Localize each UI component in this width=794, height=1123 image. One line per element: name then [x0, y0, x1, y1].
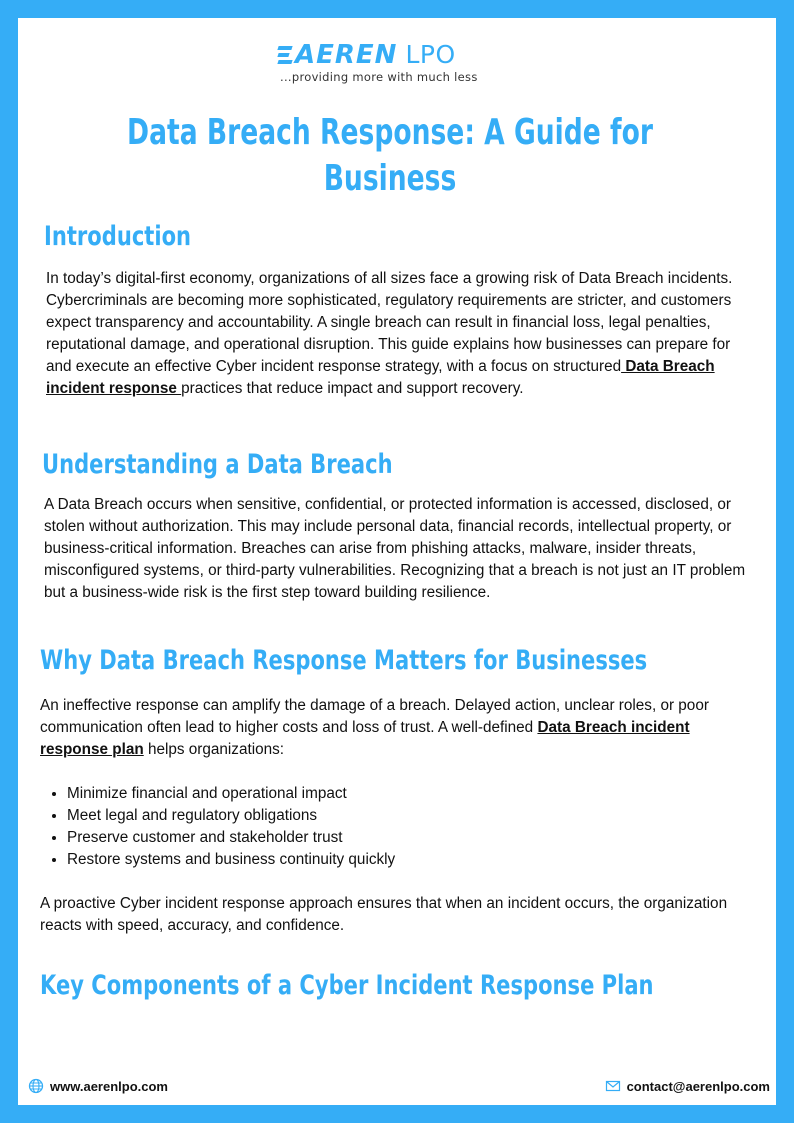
logo-brand: AEREN [295, 40, 398, 70]
paragraph-why [40, 695, 756, 761]
logo-suffix: LPO [405, 40, 456, 69]
benefits-list [40, 783, 747, 871]
website-link[interactable]: www.aerenlpo.com [50, 1078, 168, 1094]
link-data-breach-incident-response[interactable]: Data Breach incident response [46, 358, 715, 397]
logo-stripes-icon [278, 43, 292, 67]
list-item: • Meet legal and regulatory obligations [67, 805, 747, 827]
document-title: Data Breach Response: A Guide for Business [127, 112, 653, 199]
email-link[interactable]: contact@aerenlpo.com [626, 1078, 770, 1094]
list-item: • Minimize financial and operational impact [67, 783, 747, 805]
heading-understanding: Understanding a Data Breach [42, 449, 393, 480]
logo-tagline: ...providing more with much less [280, 70, 478, 84]
paragraph-proactive: A proactive Cyber incident response approach ensures that when an incident occurs, the organization reacts with speed, accuracy, and confidence. [40, 895, 728, 934]
why-text: An ineffective response can amplify the damage of a breach. Delayed action, unclear roles, or poor communication often lead to higher costs and loss of trust. A well-defined [40, 697, 709, 736]
heading-key-components: Key Components of a Cyber Incident Response Plan [40, 970, 654, 1001]
intro-text-end: practices that reduce impact and support recovery. [181, 380, 524, 397]
company-logo [278, 40, 518, 86]
footer-email[interactable] [605, 1078, 770, 1094]
heading-why-response-matters: Why Data Breach Response Matters for Businesses [40, 645, 648, 676]
list-item: • Restore systems and business continuity quickly [67, 849, 747, 871]
why-text-end: helps organizations: [143, 741, 285, 758]
heading-introduction: Introduction [44, 221, 192, 252]
list-item: • Preserve customer and stakeholder trust [67, 827, 747, 849]
envelope-icon [605, 1078, 621, 1094]
paragraph-introduction [46, 268, 758, 400]
link-incident-response-plan[interactable]: Data Breach incident response plan [40, 719, 690, 758]
intro-text: In today’s digital-first economy, organizations of all sizes face a growing risk of Data Breach incidents. Cybercriminals are becoming more sophisticated, regulatory requirements are stricter, and customers expect transparency and accountability. A single breach can result in financial loss, legal penalties, reputational damage, and operational disruption. This guide explains how businesses can prepare for and execute an effective Cyber incident response strategy, with a focus on structured [46, 270, 733, 375]
footer-website[interactable] [28, 1078, 168, 1094]
globe-icon [28, 1078, 44, 1094]
paragraph-understanding: A Data Breach occurs when sensitive, confidential, or protected information is accessed, disclosed, or stolen without authorization. This may include personal data, financial records, intellectual property, or business-critical information. Breaches can arise from phishing attacks, malware, insider threats, misconfigured systems, or third-party vulnerabilities. Recognizing that a breach is not just an IT problem but a business-wide risk is the first step toward building resilience. [44, 496, 746, 601]
